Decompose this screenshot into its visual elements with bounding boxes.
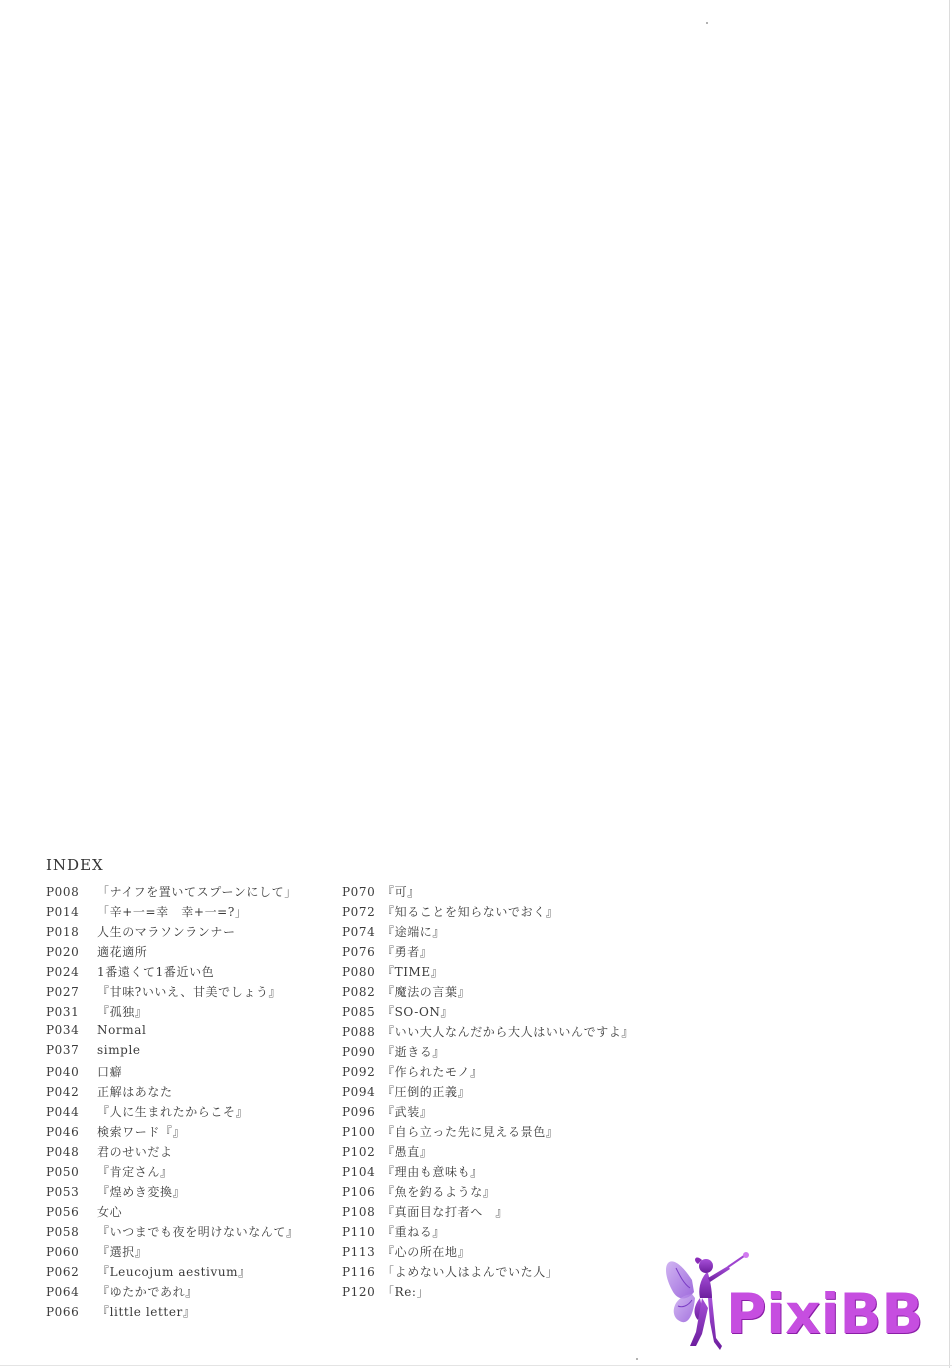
index-entry [46, 1023, 299, 1043]
entry-title: 『little letter』 [97, 1305, 196, 1319]
entry-title: 『勇者』 [382, 945, 433, 959]
index-heading: INDEX [46, 856, 104, 874]
entry-page-number: P050 [46, 1165, 80, 1179]
entry-title: 「辛+一=幸 幸+一=?」 [97, 905, 248, 919]
entry-title: 『魔法の言葉』 [382, 985, 471, 999]
index-entry [46, 943, 299, 963]
index-entry [46, 1303, 299, 1323]
entry-title: 『TIME』 [382, 965, 444, 979]
entry-page-number: P024 [46, 965, 80, 979]
entry-page-number: P044 [46, 1105, 80, 1119]
entry-page-number: P090 [342, 1045, 376, 1059]
entry-title: 人生のマラソンランナー [97, 925, 236, 939]
entry-title: 『人に生まれたからこそ』 [97, 1105, 249, 1119]
pixibb-watermark [662, 1246, 944, 1358]
entry-title: 「ナイフを置いてスプーンにして」 [97, 885, 297, 899]
index-entry [342, 1023, 634, 1043]
index-entry [342, 1103, 634, 1123]
entry-title: 「よめない人はよんでいた人」 [382, 1265, 559, 1279]
entry-page-number: P060 [46, 1245, 80, 1259]
index-entry [342, 983, 634, 1003]
entry-page-number: P031 [46, 1005, 80, 1019]
index-entry [342, 1183, 634, 1203]
index-entry [46, 983, 299, 1003]
index-entry [342, 943, 634, 963]
index-entry [342, 963, 634, 983]
entry-title: 女心 [97, 1205, 123, 1219]
entry-page-number: P108 [342, 1205, 376, 1219]
scan-speck [706, 22, 708, 24]
entry-page-number: P096 [342, 1105, 376, 1119]
index-entry [342, 923, 634, 943]
index-entry [46, 1163, 299, 1183]
index-entry [342, 883, 634, 903]
entry-page-number: P070 [342, 885, 376, 899]
entry-page-number: P042 [46, 1085, 80, 1099]
watermark-text: PixiBB [726, 1282, 924, 1346]
entry-title: 『魚を釣るような』 [382, 1185, 496, 1199]
index-entry [46, 1123, 299, 1143]
entry-page-number: P113 [342, 1245, 376, 1259]
entry-page-number: P088 [342, 1025, 376, 1039]
index-right-column [342, 883, 634, 1303]
index-entry [46, 883, 299, 903]
scan-speck [636, 1358, 638, 1360]
entry-page-number: P092 [342, 1065, 376, 1079]
index-entry [46, 1263, 299, 1283]
entry-page-number: P008 [46, 885, 80, 899]
entry-page-number: P100 [342, 1125, 376, 1139]
entry-page-number: P104 [342, 1165, 376, 1179]
entry-title: 『圧倒的正義』 [382, 1085, 471, 1099]
entry-page-number: P014 [46, 905, 80, 919]
entry-page-number: P062 [46, 1265, 80, 1279]
index-entry [46, 1243, 299, 1263]
entry-title: 『真面目な打者へ 』 [382, 1205, 509, 1219]
entry-page-number: P074 [342, 925, 376, 939]
entry-title: 『可』 [382, 885, 420, 899]
index-entry [46, 963, 299, 983]
entry-title: 適花適所 [97, 945, 148, 959]
entry-title: 『心の所在地』 [382, 1245, 471, 1259]
entry-page-number: P094 [342, 1085, 376, 1099]
index-entry [46, 1063, 299, 1083]
index-entry [46, 1043, 299, 1063]
entry-page-number: P120 [342, 1285, 376, 1299]
index-entry [46, 1223, 299, 1243]
index-entry [342, 1143, 634, 1163]
index-entry [46, 1203, 299, 1223]
entry-title: 『愚直』 [382, 1145, 433, 1159]
entry-title: 『肯定さん』 [97, 1165, 173, 1179]
entry-page-number: P064 [46, 1285, 80, 1299]
page-edge-right [949, 0, 950, 1368]
entry-page-number: P082 [342, 985, 376, 999]
entry-page-number: P076 [342, 945, 376, 959]
entry-title: 『理由も意味も』 [382, 1165, 483, 1179]
entry-page-number: P056 [46, 1205, 80, 1219]
entry-title: 『武装』 [382, 1105, 433, 1119]
entry-page-number: P072 [342, 905, 376, 919]
index-entry [46, 1143, 299, 1163]
entry-title: 『途端に』 [382, 925, 446, 939]
index-entry [342, 1203, 634, 1223]
index-entry [342, 1223, 634, 1243]
entry-title: 『いつまでも夜を明けないなんて』 [97, 1225, 299, 1239]
entry-title: 『逝きる』 [382, 1045, 446, 1059]
entry-page-number: P102 [342, 1145, 376, 1159]
entry-title: 君のせいだよ [97, 1145, 173, 1159]
index-entry [46, 903, 299, 923]
entry-page-number: P018 [46, 925, 80, 939]
index-entry [342, 1043, 634, 1063]
index-entry [342, 1063, 634, 1083]
entry-title: 『知ることを知らないでおく』 [382, 905, 559, 919]
index-entry [342, 1163, 634, 1183]
entry-title: 『SO-ON』 [382, 1005, 454, 1019]
index-entry [46, 1003, 299, 1023]
entry-page-number: P053 [46, 1185, 80, 1199]
entry-title: 「Re:」 [382, 1285, 430, 1299]
entry-page-number: P034 [46, 1023, 80, 1037]
entry-title: 『ゆたかであれ』 [97, 1285, 198, 1299]
page-edge-bottom [0, 1365, 952, 1366]
entry-page-number: P116 [342, 1265, 376, 1279]
index-entry [342, 1123, 634, 1143]
entry-page-number: P037 [46, 1043, 80, 1057]
entry-page-number: P110 [342, 1225, 376, 1239]
entry-title: Normal [97, 1023, 147, 1037]
entry-title: 『孤独』 [97, 1005, 148, 1019]
entry-page-number: P020 [46, 945, 80, 959]
index-entry [46, 1283, 299, 1303]
entry-title: 『重ねる』 [382, 1225, 446, 1239]
entry-page-number: P040 [46, 1065, 80, 1079]
index-entry [46, 1103, 299, 1123]
entry-title: 『煌めき変換』 [97, 1185, 186, 1199]
index-entry [342, 1283, 634, 1303]
entry-title: 『甘味?いいえ、甘美でしょう』 [97, 985, 282, 999]
index-entry [46, 1083, 299, 1103]
entry-title: 『選択』 [97, 1245, 148, 1259]
entry-title: 『いい大人なんだから大人はいいんですよ』 [382, 1025, 635, 1039]
entry-page-number: P066 [46, 1305, 80, 1319]
entry-title: simple [97, 1043, 141, 1057]
entry-page-number: P106 [342, 1185, 376, 1199]
index-entry [342, 1243, 634, 1263]
index-entry [342, 1083, 634, 1103]
entry-title: 口癖 [97, 1065, 123, 1079]
index-entry [342, 903, 634, 923]
index-left-column [46, 883, 299, 1323]
entry-title: 正解はあなた [97, 1085, 173, 1099]
entry-page-number: P048 [46, 1145, 80, 1159]
index-entry [46, 1183, 299, 1203]
entry-title: 1番遠くて1番近い色 [97, 965, 215, 979]
index-entry [342, 1263, 634, 1283]
index-entry [342, 1003, 634, 1023]
entry-title: 『自ら立った先に見える景色』 [382, 1125, 559, 1139]
entry-page-number: P027 [46, 985, 80, 999]
entry-title: 『作られたモノ』 [382, 1065, 483, 1079]
index-entry [46, 923, 299, 943]
entry-page-number: P046 [46, 1125, 80, 1139]
entry-title: 『Leucojum aestivum』 [97, 1265, 251, 1279]
entry-page-number: P080 [342, 965, 376, 979]
entry-title: 検索ワード『』 [97, 1125, 186, 1139]
entry-page-number: P085 [342, 1005, 376, 1019]
entry-page-number: P058 [46, 1225, 80, 1239]
